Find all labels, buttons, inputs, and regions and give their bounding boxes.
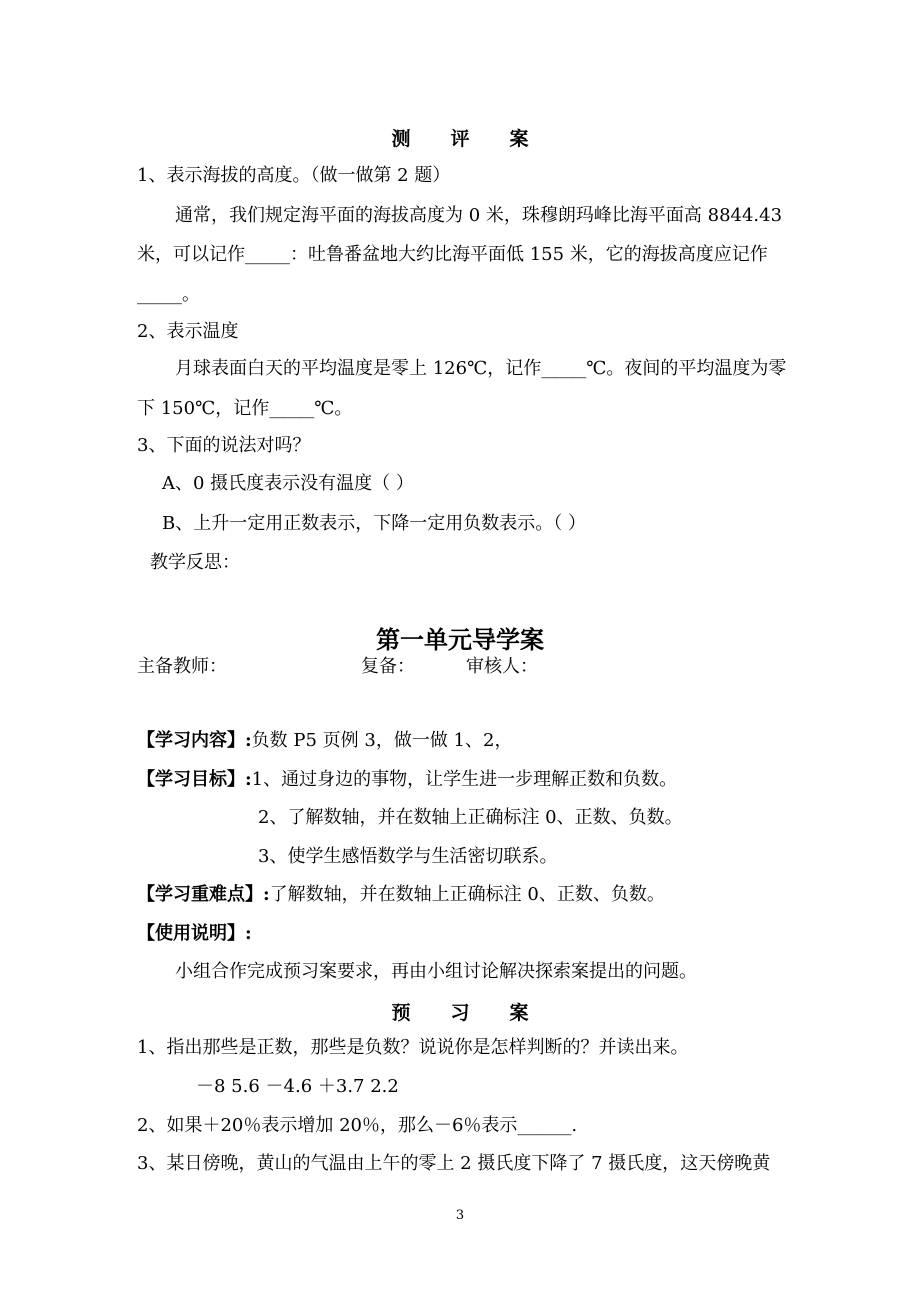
title-char: 案 — [509, 1002, 529, 1024]
learning-content — [137, 729, 512, 753]
q1-line-2: 米，可以记作_____：吐鲁番盆地大约比海平面低 155 米，它的海拔高度应记作 — [137, 244, 768, 265]
title-char: 测 — [391, 128, 411, 150]
unit-title: 第一单元导学案 — [376, 625, 544, 654]
title-char: 案 — [509, 128, 529, 150]
learning-goal — [137, 768, 677, 792]
yuxi-q2: 2、如果＋20％表示增加 20％，那么－6％表示______. — [137, 1115, 578, 1136]
q2-title: 2、表示温度 — [137, 321, 239, 342]
learning-content-text: 负数 P5 页例 3，做一做 1、2， — [251, 730, 513, 751]
q3-option-a: A、0 摄氏度表示没有温度（ ） — [162, 473, 414, 494]
learning-goal-3: 3、使学生感悟数学与生活密切联系。 — [258, 846, 558, 867]
yuxi-title — [0, 998, 920, 1025]
learning-goal-2: 2、了解数轴，并在数轴上正确标注 0、正数、负数。 — [258, 807, 683, 828]
key-points — [137, 883, 665, 907]
learning-goal-1: 1、通过身边的事物，让学生进一步理解正数和负数。 — [251, 769, 678, 790]
q3-title: 3、下面的说法对吗？ — [137, 435, 311, 456]
title-char: 习 — [450, 1002, 470, 1024]
yuxi-q1: 1、指出那些是正数，那些是负数？说说你是怎样判断的？并读出来。 — [137, 1037, 689, 1058]
checker-label: 审核人： — [466, 656, 538, 677]
yuxi-q3: 3、某日傍晚，黄山的气温由上午的零上 2 摄氏度下降了 7 摄氏度，这天傍晚黄 — [137, 1153, 771, 1174]
yuxi-numbers: －8 5.6 －4.6 ＋3.7 2.2 — [196, 1076, 399, 1097]
q1-line-3: _____。 — [137, 284, 200, 305]
usage-text: 小组合作完成预习案要求，再由小组讨论解决探索案提出的问题。 — [175, 961, 697, 982]
teaching-reflection: 教学反思： — [150, 552, 240, 573]
learning-content-label: 【学习内容】: — [137, 730, 252, 751]
q3-option-b: B、上升一定用正数表示，下降一定用负数表示。（ ） — [162, 513, 586, 534]
teacher-label: 主备教师： — [137, 656, 227, 677]
q1-title: 1、表示海拔的高度。（做一做第 2 题） — [137, 165, 451, 186]
learning-goal-label: 【学习目标】: — [137, 769, 252, 790]
page-number: 3 — [455, 1208, 465, 1223]
review-label: 复备： — [361, 656, 415, 677]
usage-label: 【使用说明】: — [137, 923, 252, 944]
key-points-text: 了解数轴，并在数轴上正确标注 0、正数、负数。 — [269, 884, 665, 905]
q1-line-1: 通常，我们规定海平面的海拔高度为 0 米，珠穆朗玛峰比海平面高 8844.43 — [175, 205, 783, 226]
ceping-title — [0, 124, 920, 151]
key-points-label: 【学习重难点】: — [137, 884, 270, 905]
title-char: 预 — [391, 1002, 411, 1024]
title-char: 评 — [450, 128, 470, 150]
q2-line-2: 下 150℃，记作_____℃。 — [137, 398, 353, 419]
q2-line-1: 月球表面白天的平均温度是零上 126℃，记作_____℃。夜间的平均温度为零 — [175, 358, 787, 379]
